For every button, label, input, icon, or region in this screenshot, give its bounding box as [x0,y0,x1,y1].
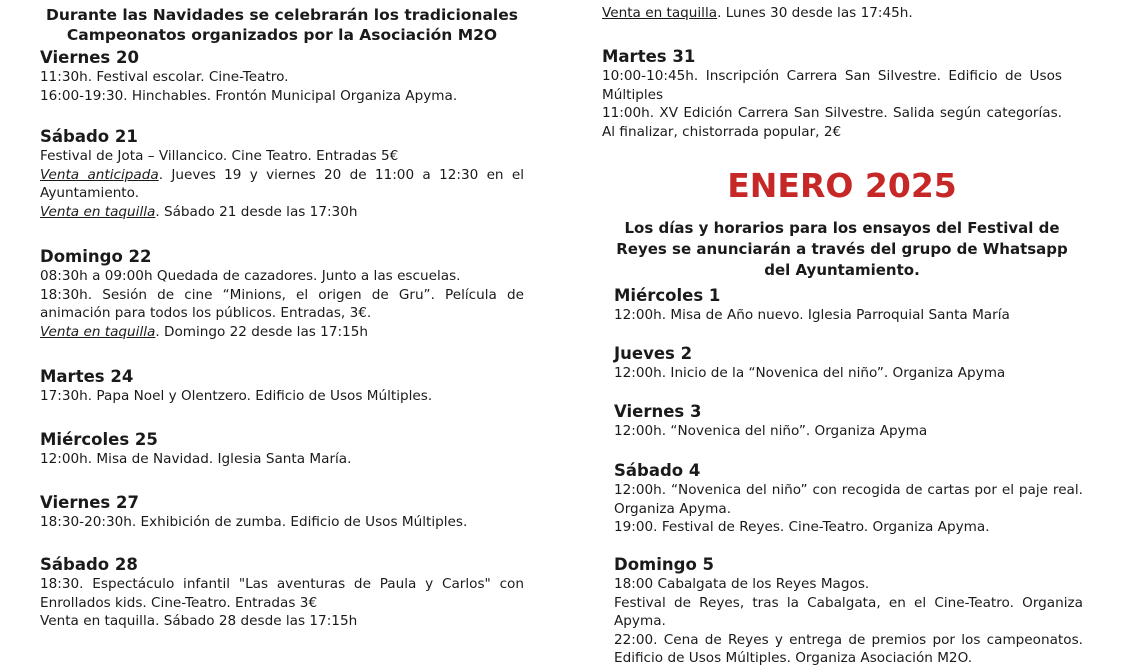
day-miercoles-1 [614,286,1083,325]
day-sabado-21 [40,127,524,221]
event-line: 11:30h. Festival escolar. Cine-Teatro. [40,69,289,85]
day-title: Miércoles 1 [614,286,721,305]
event-line: 19:00. Festival de Reyes. Cine-Teatro. Organiza Apyma. [614,519,990,535]
day-martes-24 [40,367,524,406]
day-title: Jueves 2 [614,344,693,363]
day-domingo-22 [40,247,524,341]
event-line [40,203,524,222]
day-miercoles-25 [40,430,524,469]
event-text: . Sábado 21 desde las 17:30h [155,203,358,220]
event-line: 08:30h a 09:00h Quedada de cazadores. Junto a las escuelas. [40,268,461,284]
event-line [40,323,524,342]
event-line: 12:00h. “Novenica del niño”. Organiza Apyma [614,423,928,439]
venta-taquilla-link[interactable]: Venta en taquilla [602,5,718,21]
enero-heading-wrap [602,166,1082,206]
day-sabado-4 [614,461,1083,537]
day-title: Domingo 22 [40,247,152,266]
event-text: . Lunes 30 desde las 17:45h. [717,5,913,21]
day-title: Sábado 4 [614,461,701,480]
day-viernes-20 [40,48,524,105]
event-line [40,166,524,203]
event-line: Venta en taquilla. Sábado 28 desde las 17:15h [40,613,358,629]
day-martes-31 [602,47,1062,141]
event-line: 18:30h. Sesión de cine “Minions, el origen de Gru”. Película de animación para todos los públicos. Entradas, 3€. [40,286,524,321]
day-viernes-3 [614,402,1083,441]
month-heading: ENERO 2025 [727,166,957,205]
event-line: 16:00-19:30. Hinchables. Frontón Municipal Organiza Apyma. [40,87,458,104]
intro-line-1: Durante las Navidades se celebrarán los tradicionales [46,6,518,24]
rehearsal-notice: Los días y horarios para los ensayos del Festival de Reyes se anunciarán a través del grupo de Whatsapp del Ayuntamiento. [616,219,1068,279]
day-title: Viernes 3 [614,402,702,421]
day-title: Viernes 20 [40,48,139,67]
day-title: Sábado 21 [40,127,138,146]
enero-notice-wrap [602,218,1082,281]
event-line: Festival de Reyes, tras la Cabalgata, en el Cine-Teatro. Organiza Apyma. [614,594,1083,629]
event-line: 12:00h. Misa de Navidad. Iglesia Santa María. [40,451,352,467]
continued-line [602,4,1062,23]
day-sabado-28 [40,555,524,631]
event-line: 22:00. Cena de Reyes y entrega de premios por los campeonatos. Edificio de Usos Múltiples. Organiza Asociación M2O. [614,631,1083,666]
day-title: Sábado 28 [40,555,138,574]
day-title: Martes 24 [40,367,134,386]
event-line: 11:00h. XV Edición Carrera San Silvestre. Salida según categorías. Al finalizar, chistorrada popular, 2€ [602,105,1062,140]
event-line: Festival de Jota – Villancico. Cine Teatro. Entradas 5€ [40,148,399,164]
event-line: 17:30h. Papa Noel y Olentzero. Edificio de Usos Múltiples. [40,388,433,404]
day-title: Viernes 27 [40,493,139,512]
event-text: . Domingo 22 desde las 17:15h [155,323,368,340]
day-viernes-27 [40,493,524,532]
venta-anticipada-link[interactable]: Venta anticipada [40,166,159,183]
event-line: 18:00 Cabalgata de los Reyes Magos. [614,576,870,592]
event-line: 12:00h. Inicio de la “Novenica del niño”. Organiza Apyma [614,365,1006,381]
event-line [602,4,1062,23]
venta-taquilla-link[interactable]: Venta en taquilla [40,323,156,340]
event-line: 12:00h. “Novenica del niño” con recogida de cartas por el paje real. Organiza Apyma. [614,482,1083,517]
day-title: Martes 31 [602,47,696,66]
day-title: Domingo 5 [614,555,714,574]
intro-text [40,5,524,45]
day-domingo-5 [614,555,1083,668]
day-title: Miércoles 25 [40,430,158,449]
day-jueves-2 [614,344,1083,383]
event-line: 10:00-10:45h. Inscripción Carrera San Silvestre. Edificio de Usos Múltiples [602,68,1062,103]
event-line: 18:30-20:30h. Exhibición de zumba. Edificio de Usos Múltiples. [40,514,468,530]
event-text: . Jueves 19 y viernes 20 de 11:00 a 12:30 en el Ayuntamiento. [40,166,525,201]
event-line: 12:00h. Misa de Año nuevo. Iglesia Parroquial Santa María [614,307,1010,323]
venta-taquilla-link[interactable]: Venta en taquilla [40,203,156,220]
event-line: 18:30. Espectáculo infantil "Las aventuras de Paula y Carlos" con Enrollados kids. Cine-Teatro. Entradas 3€ [40,576,524,611]
intro-line-2: Campeonatos organizados por la Asociación M2O [66,26,498,44]
left-column [40,0,525,629]
